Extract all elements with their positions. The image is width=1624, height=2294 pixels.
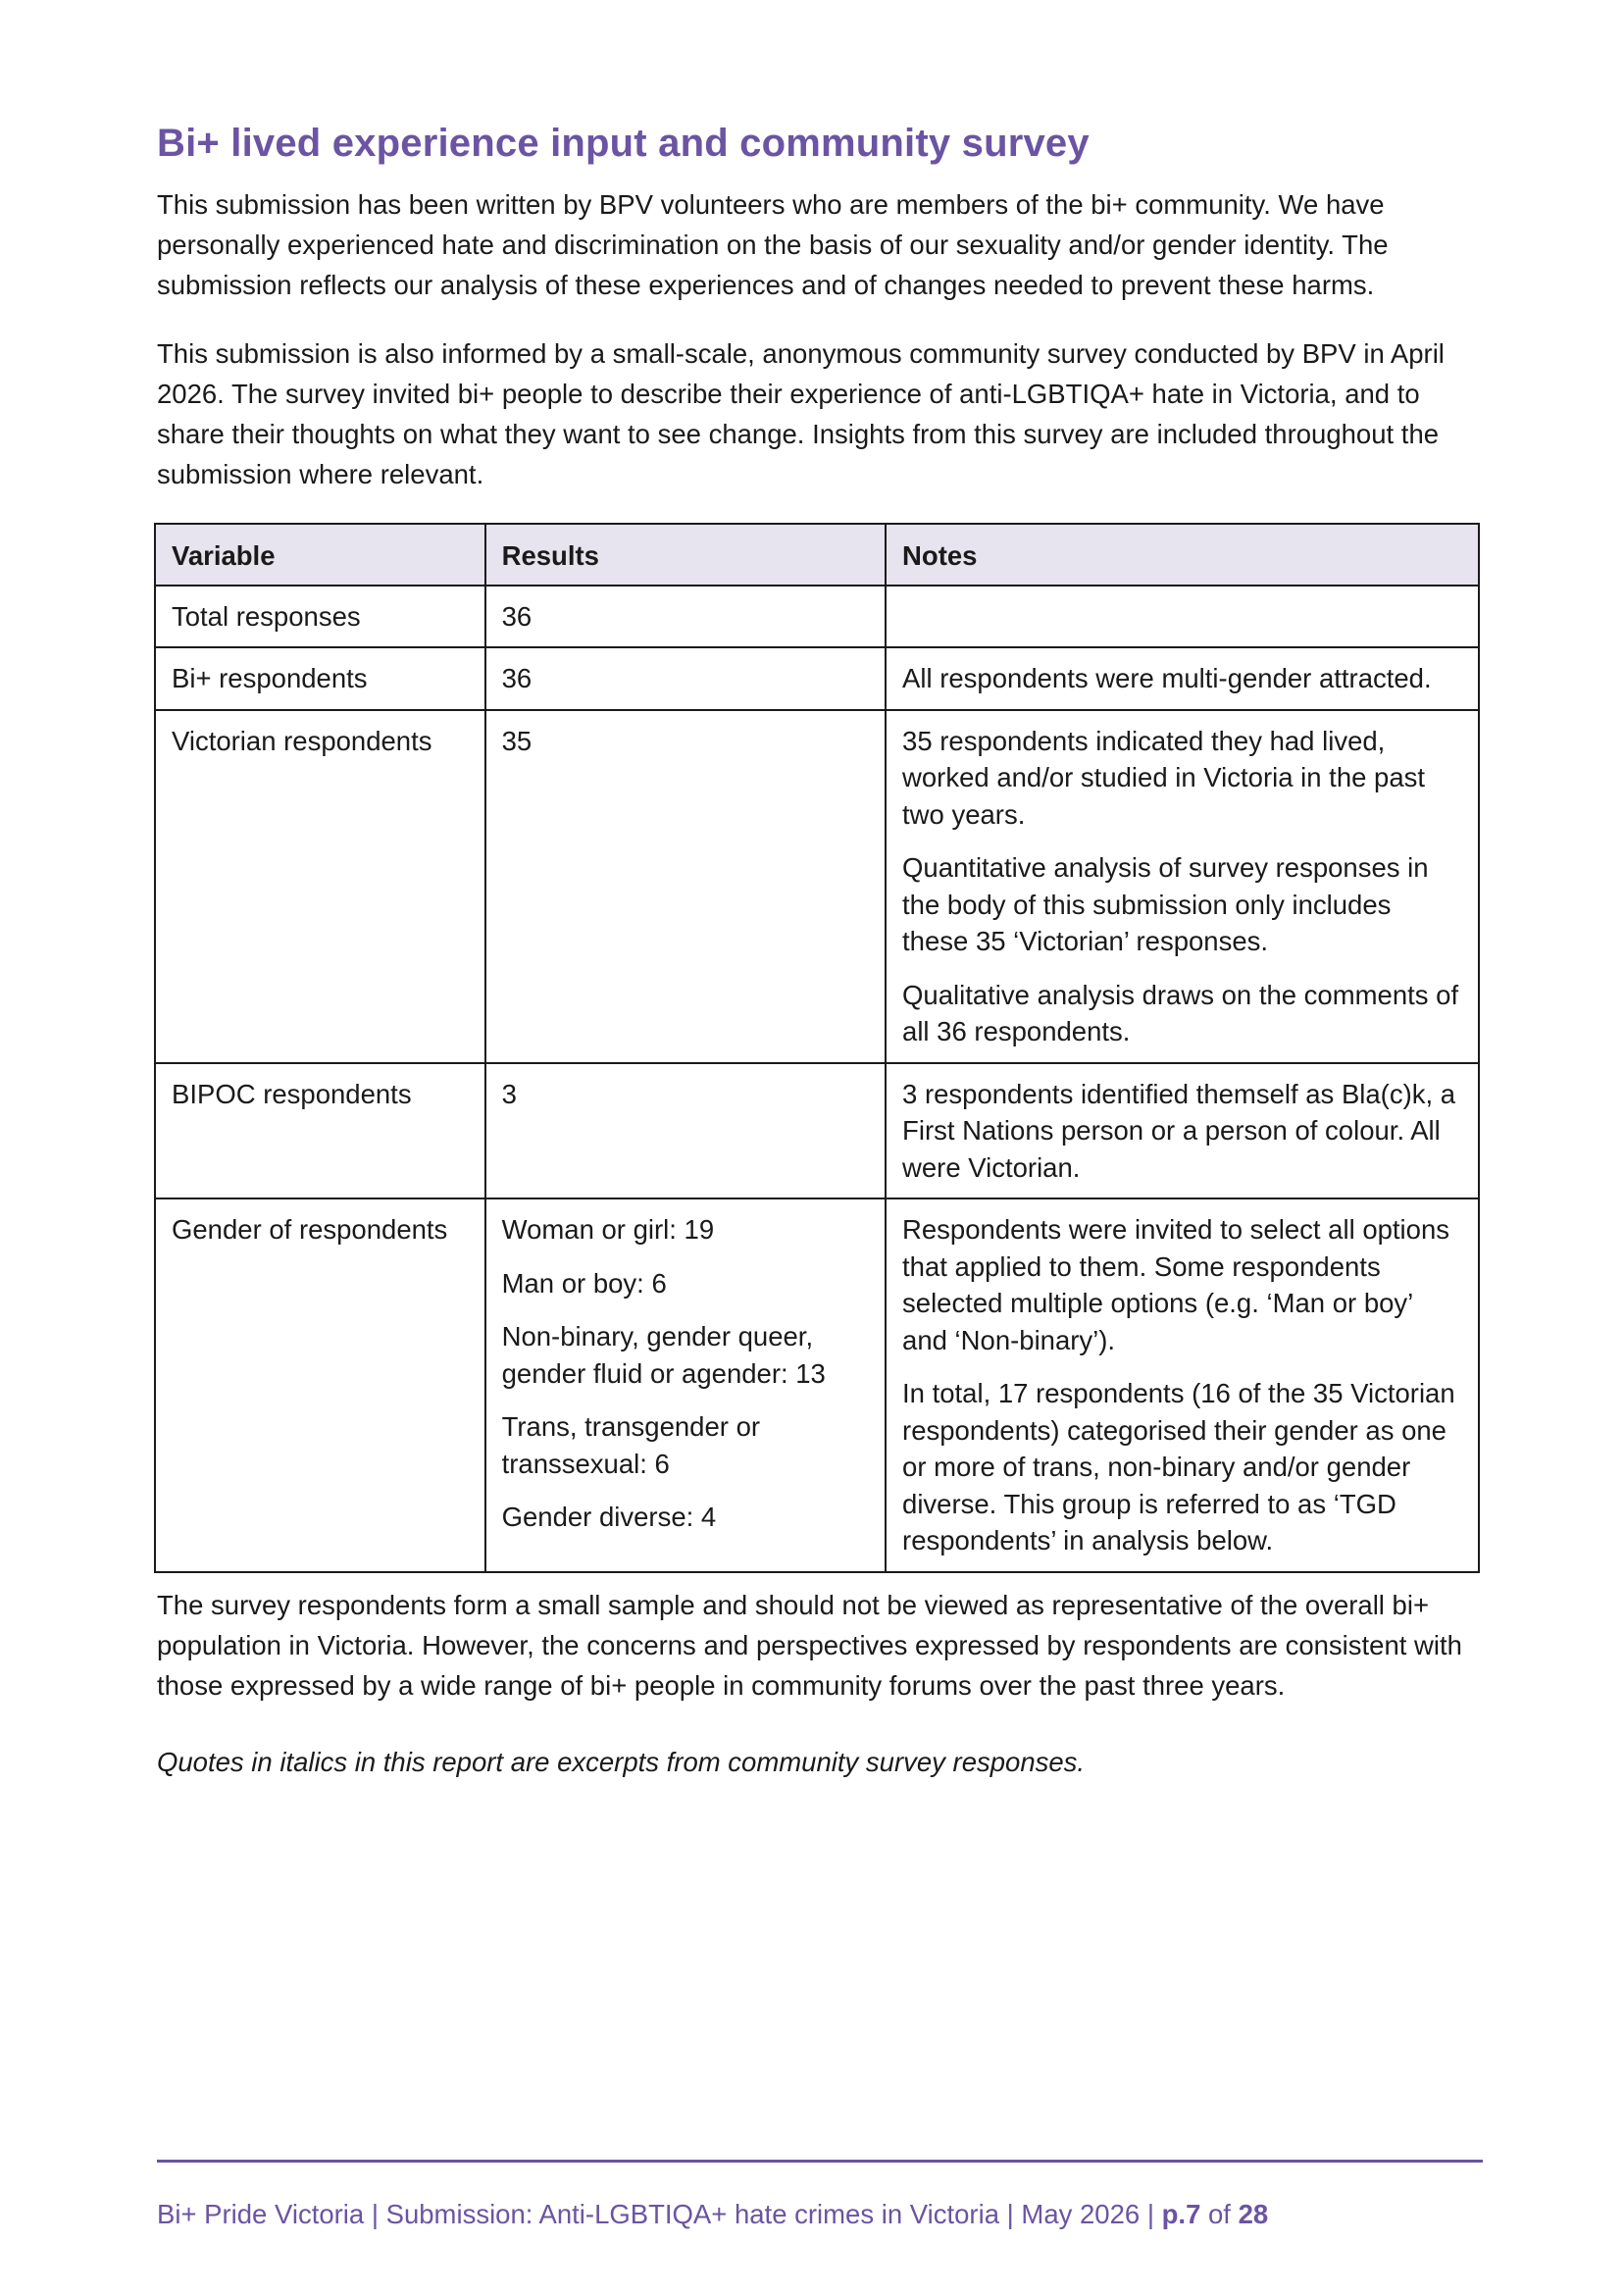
- note-text: Qualitative analysis draws on the comments of all 36 respondents.: [902, 979, 1459, 1046]
- result-value: 36: [501, 600, 533, 632]
- note-text: Respondents were invited to select all options that applied to them. Some respondents selected multiple options (e.g. ‘Man or boy’ and ‘Non-binary’).: [902, 1214, 1449, 1355]
- intro-paragraph-1: This submission has been written by BPV volunteers who are members of the bi+ community. We have personally experienced hate and discrimination on the basis of our sexuality and/or gender identity. The submission reflects our analysis of these experiences and of changes needed to prevent these harms.: [157, 189, 1389, 300]
- note-text: 3 respondents identified themself as Bla(c)k, a First Nations person or a person of colour. All were Victorian.: [902, 1078, 1456, 1183]
- cell-results: [485, 647, 886, 710]
- table-row: [155, 586, 1479, 648]
- table-row: [155, 647, 1479, 710]
- outro-paragraph: The survey respondents form a small sample and should not be viewed as representative of the overall bi+ population in Victoria. However, the concerns and perspectives expressed by respondents are consistent with those expressed by a wide range of bi+ people in community forums over the past three years.: [157, 1590, 1462, 1701]
- result-value: Gender diverse: 4: [501, 1502, 717, 1532]
- result-value: Man or boy: 6: [501, 1267, 667, 1299]
- note-text: Quantitative analysis of survey responses in the body of this submission only includes these 35 ‘Victorian’ responses.: [902, 852, 1429, 956]
- note-text: All respondents were multi-gender attracted.: [902, 663, 1432, 693]
- cell-notes: [886, 710, 1479, 1063]
- result-value: Woman or girl: 19: [501, 1214, 715, 1245]
- cell-notes: [886, 1063, 1479, 1199]
- cell-notes: [886, 647, 1479, 710]
- note-text: 35 respondents indicated they had lived, worked and/or studied in Victoria in the past two years.: [902, 725, 1426, 830]
- result-value: Trans, transgender or transsexual: 6: [501, 1411, 761, 1479]
- section-heading: Bi+ lived experience input and community survey: [157, 122, 1090, 165]
- intro-paragraph-2: This submission is also informed by a small-scale, anonymous community survey conducted by BPV in April 2026. The survey invited bi+ people to describe their experience of anti-LGBTIQA+ hate in Victoria, and to share their thoughts on what they want to see change. Insights from this survey are included throughout the submission where relevant.: [157, 338, 1445, 489]
- cell-results: [485, 586, 886, 648]
- page-of: of: [1200, 2199, 1239, 2229]
- cell-notes: [886, 586, 1479, 648]
- cell-results: [485, 1063, 886, 1199]
- cell-results: [485, 1198, 886, 1572]
- header-variable: Variable: [155, 524, 485, 586]
- page-number: 7: [1186, 2199, 1201, 2229]
- cell-variable: Gender of respondents: [155, 1198, 485, 1572]
- result-value: 35: [501, 725, 533, 756]
- survey-summary-table: [154, 523, 1480, 1573]
- note-text: In total, 17 respondents (16 of the 35 Victorian respondents) categorised their gender as one or more of trans, non-binary and/or gender diverse. This group is referred to as ‘TGD respondents’ in analysis below.: [902, 1378, 1455, 1555]
- result-value: 36: [501, 663, 533, 693]
- footer-text: Bi+ Pride Victoria | Submission: Anti-LGBTIQA+ hate crimes in Victoria | May 2026 |: [157, 2199, 1162, 2229]
- table-row: [155, 710, 1479, 1063]
- header-notes: Notes: [886, 524, 1479, 586]
- table-row: [155, 1198, 1479, 1572]
- table-header-row: [155, 524, 1479, 586]
- cell-variable: Victorian respondents: [155, 710, 485, 1063]
- result-value: Non-binary, gender queer, gender fluid or agender: 13: [501, 1321, 826, 1389]
- cell-variable: Bi+ respondents: [155, 647, 485, 710]
- table-row: [155, 1063, 1479, 1199]
- cell-results: [485, 710, 886, 1063]
- page-prefix: p.: [1161, 2199, 1187, 2229]
- cell-variable: Total responses: [155, 586, 485, 648]
- page-total: 28: [1238, 2199, 1269, 2229]
- cell-variable: BIPOC respondents: [155, 1063, 485, 1199]
- result-value: 3: [501, 1078, 517, 1109]
- cell-notes: [886, 1198, 1479, 1572]
- italics-note: Quotes in italics in this report are excerpts from community survey responses.: [157, 1747, 1086, 1777]
- footer-divider: [157, 2160, 1483, 2163]
- header-results: Results: [485, 524, 886, 586]
- page-footer: [157, 2199, 1268, 2230]
